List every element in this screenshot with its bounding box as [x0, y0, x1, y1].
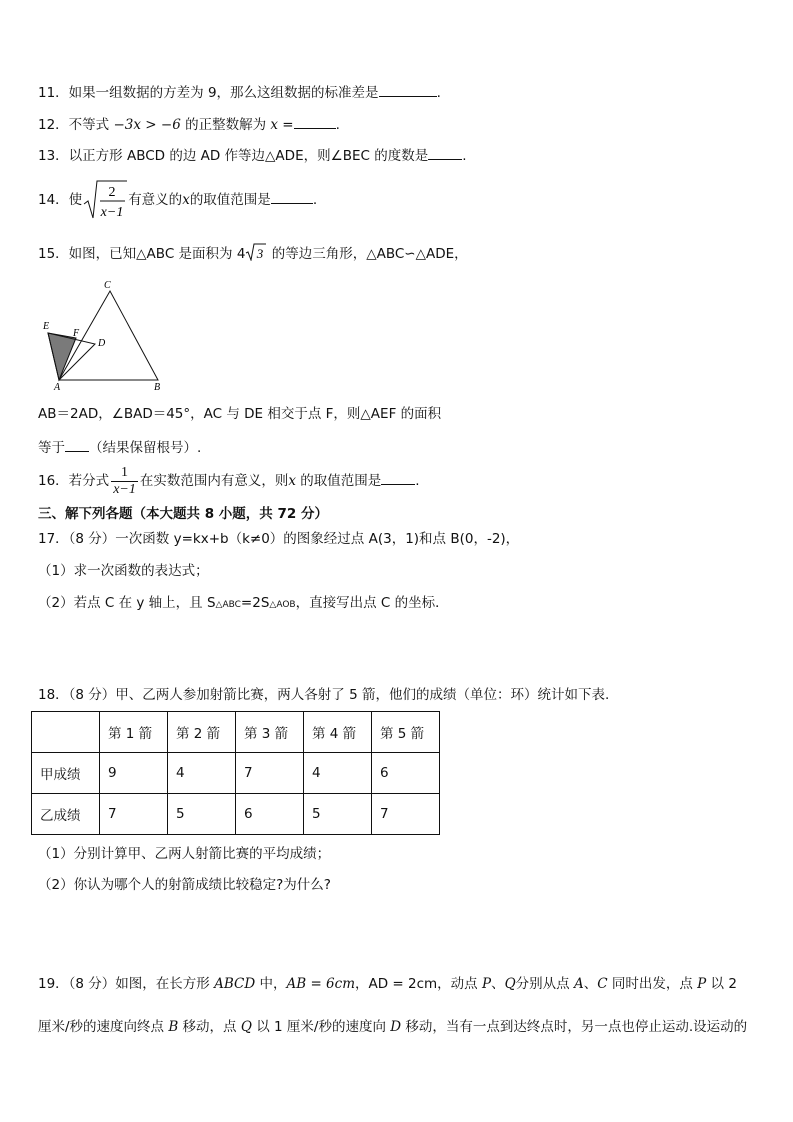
table-cell: 7	[100, 794, 168, 835]
question-16: 16．若分式 $\frac{1}{x-1}$ 在实数范围内有意义，则x 的取值范围是 .	[38, 464, 420, 497]
table-cell: 7	[236, 753, 304, 794]
question-15: 15．如图，已知△ABC 是面积为 4 3 的等边三角形，△ABC∽△ADE，	[38, 243, 468, 263]
answer-blank	[65, 437, 89, 452]
question-15-line2: AB＝2AD，∠BAD＝45°，AC 与 DE 相交于点 F，则△AEF 的面积	[38, 406, 442, 422]
table-cell: 甲成绩	[32, 753, 100, 794]
question-17: 17．（8 分）一次函数 y=kx+b（k≠0）的图象经过点 A(3，1)和点 B(0，-2)，	[38, 531, 520, 547]
table-header-cell	[32, 712, 100, 753]
table-cell: 4	[168, 753, 236, 794]
table-header-cell: 第 1 箭	[100, 712, 168, 753]
radical-fraction	[82, 178, 128, 222]
question-14: 14．使 2 x−1 有意义的x的取值范围是 .	[38, 178, 317, 222]
section-heading: 三、解下列各题（本大题共 8 小题，共 72 分）	[38, 506, 328, 522]
table-row	[32, 753, 440, 794]
frac-numerator: 2	[108, 185, 116, 200]
question-19-line2: 厘米/秒的速度向终点 B 移动，点 Q 以 1 厘米/秒的速度向 D 移动，当有一点到达终点时，另一点也停止运动.设运动的	[38, 1019, 748, 1035]
sqrt-3	[245, 243, 267, 263]
table-header-cell: 第 2 箭	[168, 712, 236, 753]
frac-denominator: x−1	[100, 205, 124, 220]
question-12: 12．不等式 −3x > −6 的正整数解为 x = .	[38, 114, 340, 134]
table-cell: 5	[304, 794, 372, 835]
table-header-cell: 第 3 箭	[236, 712, 304, 753]
table-cell: 7	[372, 794, 440, 835]
table-header-cell: 第 4 箭	[304, 712, 372, 753]
svg-text:3: 3	[257, 246, 264, 261]
label-e: E	[43, 321, 50, 332]
table-cell: 9	[100, 753, 168, 794]
question-18-part1: （1）分别计算甲、乙两人射箭比赛的平均成绩；	[38, 846, 331, 862]
triangle-figure	[38, 278, 173, 393]
table-header-row	[32, 712, 440, 753]
label-c: C	[104, 280, 111, 291]
label-f: F	[73, 328, 80, 339]
label-b: B	[154, 382, 161, 393]
question-17-part2: （2）若点 C 在 y 轴上，且 S△ABC=2S△AOB，直接写出点 C 的坐标．	[38, 595, 449, 611]
q11-text: 11．如果一组数据的方差为 9，那么这组数据的标准差是	[38, 85, 379, 101]
table-cell: 4	[304, 753, 372, 794]
question-13: 13．以正方形 ABCD 的边 AD 作等边△ADE，则∠BEC 的度数是 .	[38, 145, 467, 165]
score-table	[31, 711, 440, 835]
table-cell: 6	[372, 753, 440, 794]
fraction: $\frac{1}{x-1}$	[113, 464, 136, 497]
table-row	[32, 794, 440, 835]
answer-blank	[379, 82, 437, 97]
question-19: 19．（8 分）如图，在长方形 ABCD 中，AB = 6cm，AD = 2cm，动点 P、Q分别从点 A、C 同时出发，点 P 以 2	[38, 976, 737, 992]
question-15-line3: 等于 （结果保留根号）.	[38, 437, 201, 457]
answer-blank	[381, 470, 415, 485]
inequality: −3x > −6	[113, 117, 181, 133]
question-11: 11．如果一组数据的方差为 9，那么这组数据的标准差是 .	[38, 82, 441, 102]
label-a: A	[54, 382, 61, 393]
question-18: 18．（8 分）甲、乙两人参加射箭比赛，两人各射了 5 箭，他们的成绩（单位：环）统计如下表.	[38, 687, 610, 703]
answer-blank	[294, 114, 336, 129]
table-cell: 6	[236, 794, 304, 835]
table-cell: 5	[168, 794, 236, 835]
answer-blank	[271, 189, 313, 204]
table-header-cell: 第 5 箭	[372, 712, 440, 753]
shaded-triangle-aef	[48, 333, 76, 380]
question-18-part2: （2）你认为哪个人的射箭成绩比较稳定?为什么?	[38, 877, 331, 893]
question-17-part1: （1）求一次函数的表达式；	[38, 563, 209, 579]
table-cell: 乙成绩	[32, 794, 100, 835]
label-d: D	[98, 338, 106, 349]
answer-blank	[428, 145, 462, 160]
